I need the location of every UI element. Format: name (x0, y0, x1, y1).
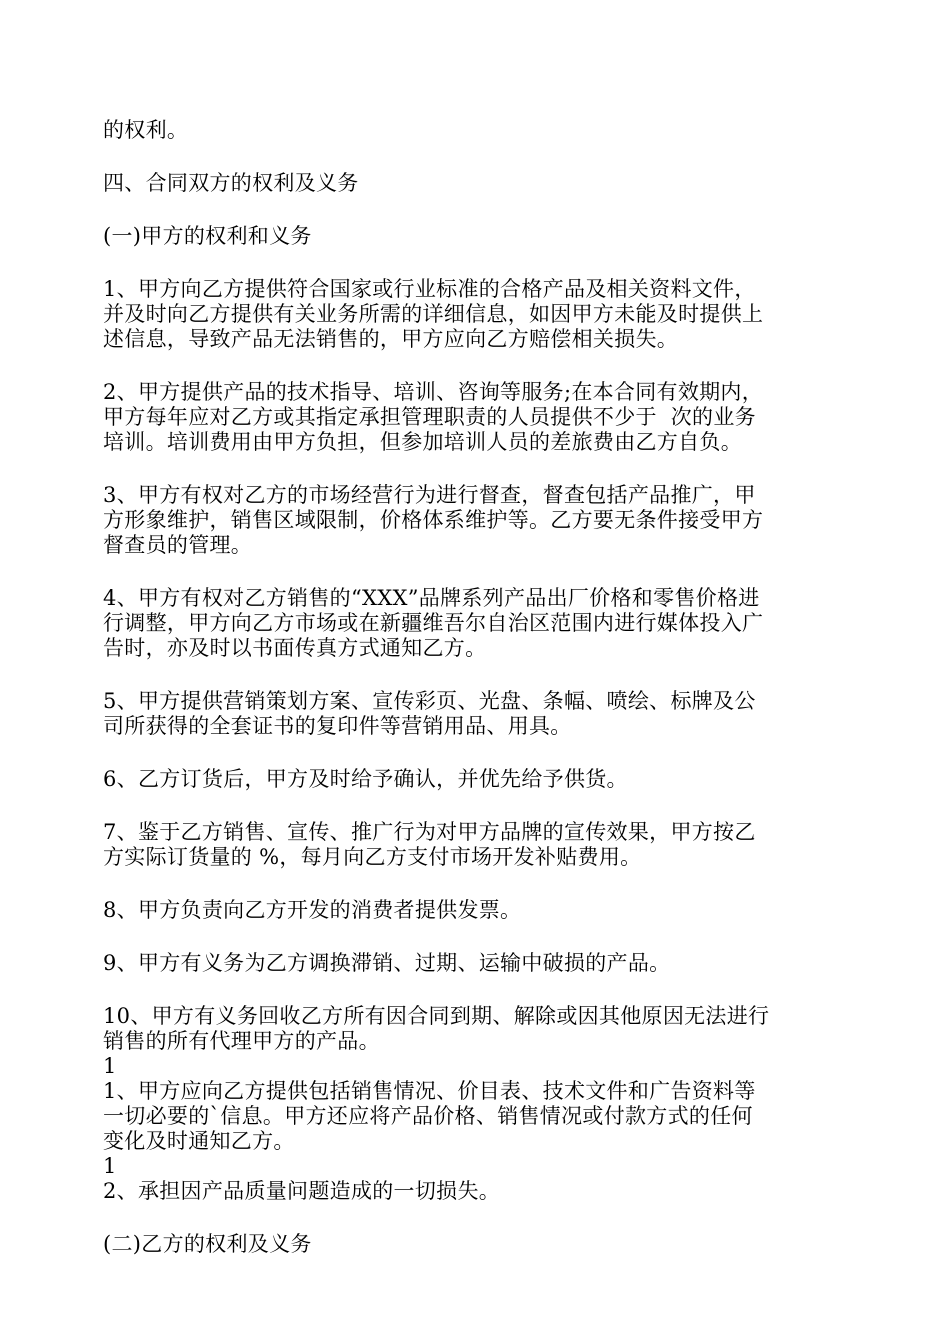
paragraph-rights-end: 的权利。 (103, 118, 189, 142)
clause-3: 3、甲方有权对乙方的市场经营行为进行督查，督查包括产品推广，甲 方形象维护，销售区域限制，价格体系维护等。乙方要无条件接受甲方 督查员的管理。 (103, 483, 764, 557)
clause-11: 1 1、甲方应向乙方提供包括销售情况、价目表、技术文件和广告资料等 一切必要的`信息。甲方还应将产品价格、销售情况或付款方式的任何 变化及时通知乙方。 (103, 1054, 756, 1153)
clause-7: 7、鉴于乙方销售、宣传、推广行为对甲方品牌的宣传效果，甲方按乙 方实际订货量的 %，每月向乙方支付市场开发补贴费用。 (103, 820, 756, 869)
clause-9: 9、甲方有义务为乙方调换滞销、过期、运输中破损的产品。 (103, 951, 671, 975)
clause-8: 8、甲方负责向乙方开发的消费者提供发票。 (103, 898, 522, 922)
clause-12: 1 2、承担因产品质量问题造成的一切损失。 (103, 1154, 501, 1203)
clause-4: 4、甲方有权对乙方销售的“XXX”品牌系列产品出厂价格和零售价格进 行调整，甲方向乙方市场或在新疆维吾尔自治区范围内进行媒体投入广 告时，亦及时以书面传真方式通知乙方。 (103, 586, 764, 660)
clause-6: 6、乙方订货后，甲方及时给予确认，并优先给予供货。 (103, 767, 628, 791)
clause-2: 2、甲方提供产品的技术指导、培训、咨询等服务;在本合同有效期内， 甲方每年应对乙方或其指定承担管理职责的人员提供不少于 次的业务 培训。培训费用由甲方负担，但参加培训人员的差旅费由乙方自负。 (103, 380, 764, 454)
section-heading-rights-obligations: 四、合同双方的权利及义务 (103, 171, 359, 195)
document-body (103, 118, 863, 1285)
clause-5: 5、甲方提供营销策划方案、宣传彩页、光盘、条幅、喷绘、标牌及公 司所获得的全套证书的复印件等营销用品、用具。 (103, 689, 756, 738)
subsection-heading-party-a: (一)甲方的权利和义务 (103, 224, 312, 248)
clause-1: 1、甲方向乙方提供符合国家或行业标准的合格产品及相关资料文件， 并及时向乙方提供有关业务所需的详细信息，如因甲方未能及时提供上 述信息，导致产品无法销售的，甲方应向乙方赔偿相关损失。 (103, 277, 764, 351)
clause-10: 10、甲方有义务回收乙方所有因合同到期、解除或因其他原因无法进行 销售的所有代理甲方的产品。 (103, 1004, 770, 1053)
subsection-heading-party-b: (二)乙方的权利及义务 (103, 1232, 312, 1256)
